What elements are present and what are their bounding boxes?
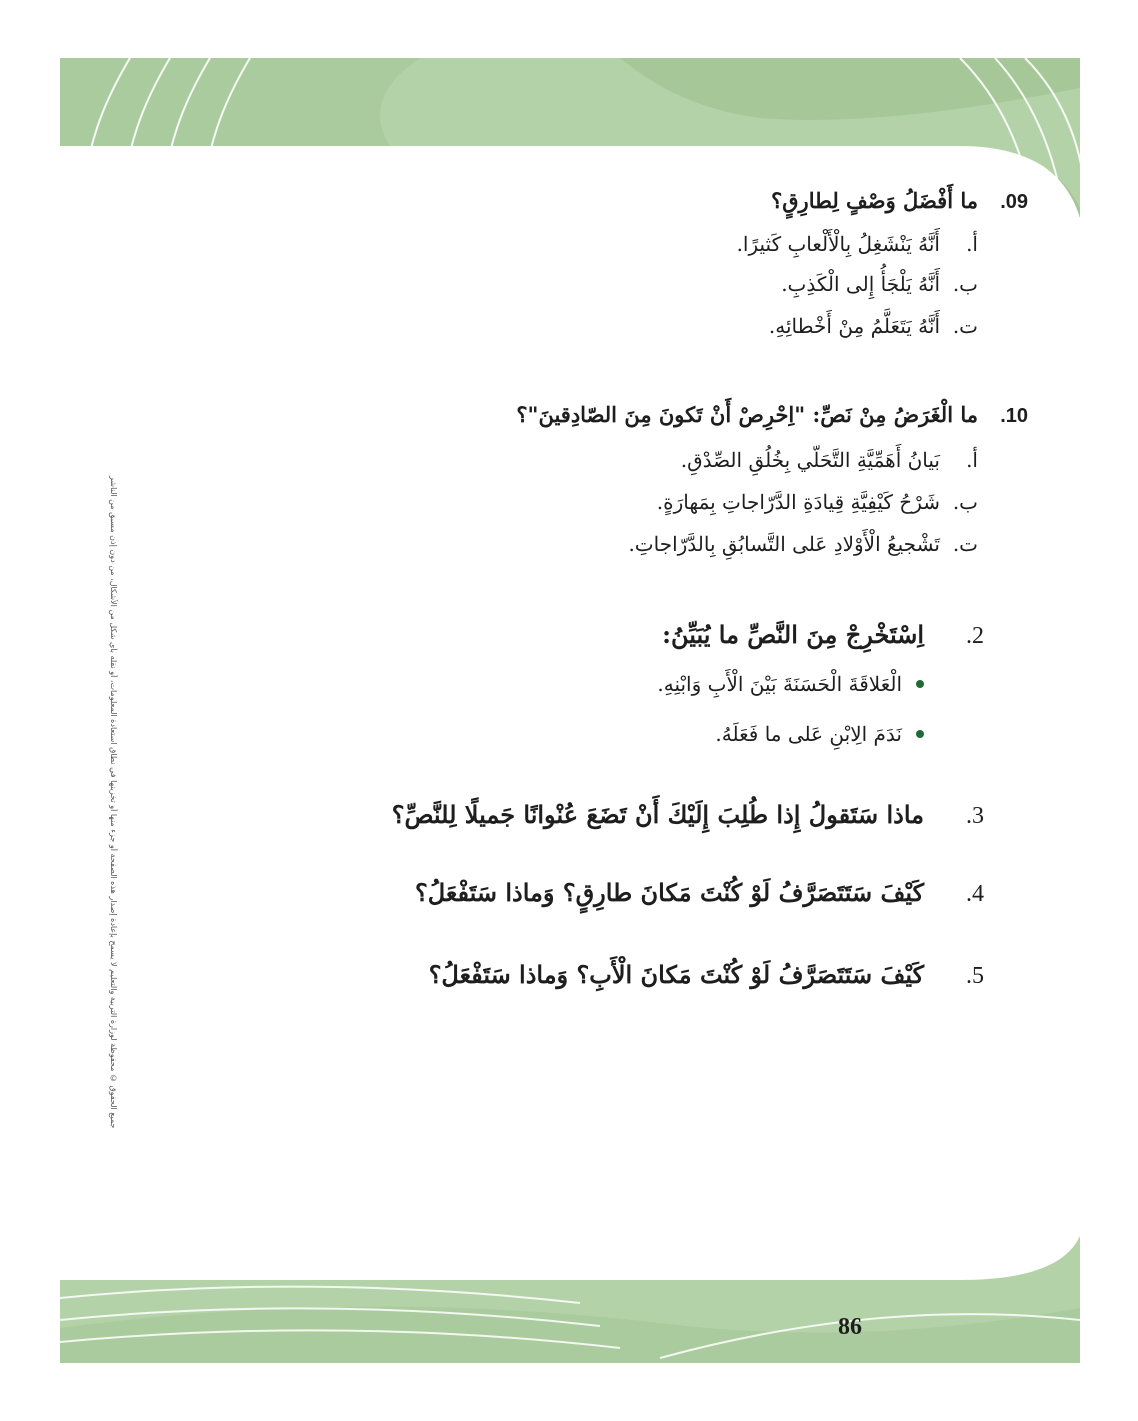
question-number: 09. bbox=[1000, 191, 1028, 213]
question-5 bbox=[429, 960, 984, 990]
option-09-a bbox=[737, 232, 978, 256]
option-letter: أ. bbox=[966, 232, 978, 256]
option-text: أَنَّهُ يَلْجَأُ إِلى الْكَذِبِ. bbox=[781, 272, 940, 296]
option-10-b bbox=[657, 490, 978, 514]
question-10 bbox=[516, 402, 1028, 428]
question-4 bbox=[415, 878, 984, 908]
question-text: كَيْفَ سَتَتَصَرَّفُ لَوْ كُنْتَ مَكانَ الْأَبِ؟ وَماذا سَتَفْعَلُ؟ bbox=[428, 960, 924, 989]
question-2 bbox=[662, 620, 984, 650]
option-text: أَنَّهُ يَتَعَلَّمُ مِنْ أَخْطائِهِ. bbox=[768, 314, 940, 338]
option-text: بَيانُ أَهَمِّيَّةِ التَّحَلّي بِخُلُقِ الصِّدْقِ. bbox=[680, 448, 940, 472]
option-letter: ت. bbox=[952, 314, 978, 338]
option-letter: ت. bbox=[952, 532, 978, 556]
question-number: 4. bbox=[966, 881, 984, 907]
bullet-item-1 bbox=[657, 672, 924, 696]
copyright-note: جميع الحقوق © محفوظة لوزارة التربية والتعليم لا يسمح بإعادة إصدار هذه الصفحة أو جزء منها أو تخزينها في نطاق استعادة المعلومات، أو نقله بأي شكل من الأشكال، من دون إذن مسبق من الناشر bbox=[109, 475, 118, 1128]
bullet-dot bbox=[916, 730, 924, 738]
page bbox=[60, 58, 1080, 1363]
question-09 bbox=[771, 188, 1028, 214]
bullet-dot bbox=[916, 680, 924, 688]
question-number: 10. bbox=[1000, 405, 1028, 427]
option-09-c bbox=[769, 314, 978, 338]
option-09-b bbox=[781, 272, 978, 296]
question-number: 5. bbox=[966, 963, 984, 989]
bullet-text: الْعَلاقَةَ الْحَسَنَةَ بَيْنَ الْأَبِ وَابْنِهِ. bbox=[657, 672, 902, 696]
option-10-a bbox=[681, 448, 978, 472]
option-letter: ب. bbox=[952, 272, 978, 296]
question-text: ماذا سَتَقولُ إِذا طُلِبَ إِلَيْكَ أَنْ تَضَعَ عُنْوانًا جَميلًا لِلنَّصِّ؟ bbox=[391, 800, 924, 829]
option-letter: أ. bbox=[966, 448, 978, 472]
question-number: 3. bbox=[966, 803, 984, 829]
question-number: 2. bbox=[966, 623, 984, 649]
option-text: أَنَّهُ يَنْشَغِلُ بِالْأَلْعابِ كَثيرًا. bbox=[736, 232, 940, 256]
question-text: ما الْغَرَضُ مِنْ نَصِّ: "اِحْرِصْ أَنْ تَكونَ مِنَ الصّادِقينَ"؟ bbox=[516, 402, 978, 427]
question-text: ما أَفْضَلُ وَصْفٍ لِطارِقٍ؟ bbox=[771, 188, 978, 213]
question-text: كَيْفَ سَتَتَصَرَّفُ لَوْ كُنْتَ مَكانَ طارِقٍ؟ وَماذا سَتَفْعَلُ؟ bbox=[415, 878, 924, 907]
page-number: 86 bbox=[838, 1314, 862, 1340]
option-text: شَرْحُ كَيْفِيَّةِ قِيادَةِ الدَّرّاجاتِ بِمَهارَةٍ. bbox=[656, 490, 940, 514]
question-text: اِسْتَخْرِجْ مِنَ النَّصِّ ما يُبَيِّنُ: bbox=[662, 620, 924, 649]
option-letter: ب. bbox=[952, 490, 978, 514]
question-3 bbox=[392, 800, 984, 830]
bullet-item-2 bbox=[715, 722, 924, 746]
option-10-c bbox=[628, 532, 978, 556]
bullet-text: نَدَمَ الِابْنِ عَلى ما فَعَلَهُ. bbox=[715, 722, 902, 746]
option-text: تَشْجيعُ الْأَوْلادِ عَلى التَّسابُقِ بِالدَّرّاجاتِ. bbox=[628, 532, 940, 556]
